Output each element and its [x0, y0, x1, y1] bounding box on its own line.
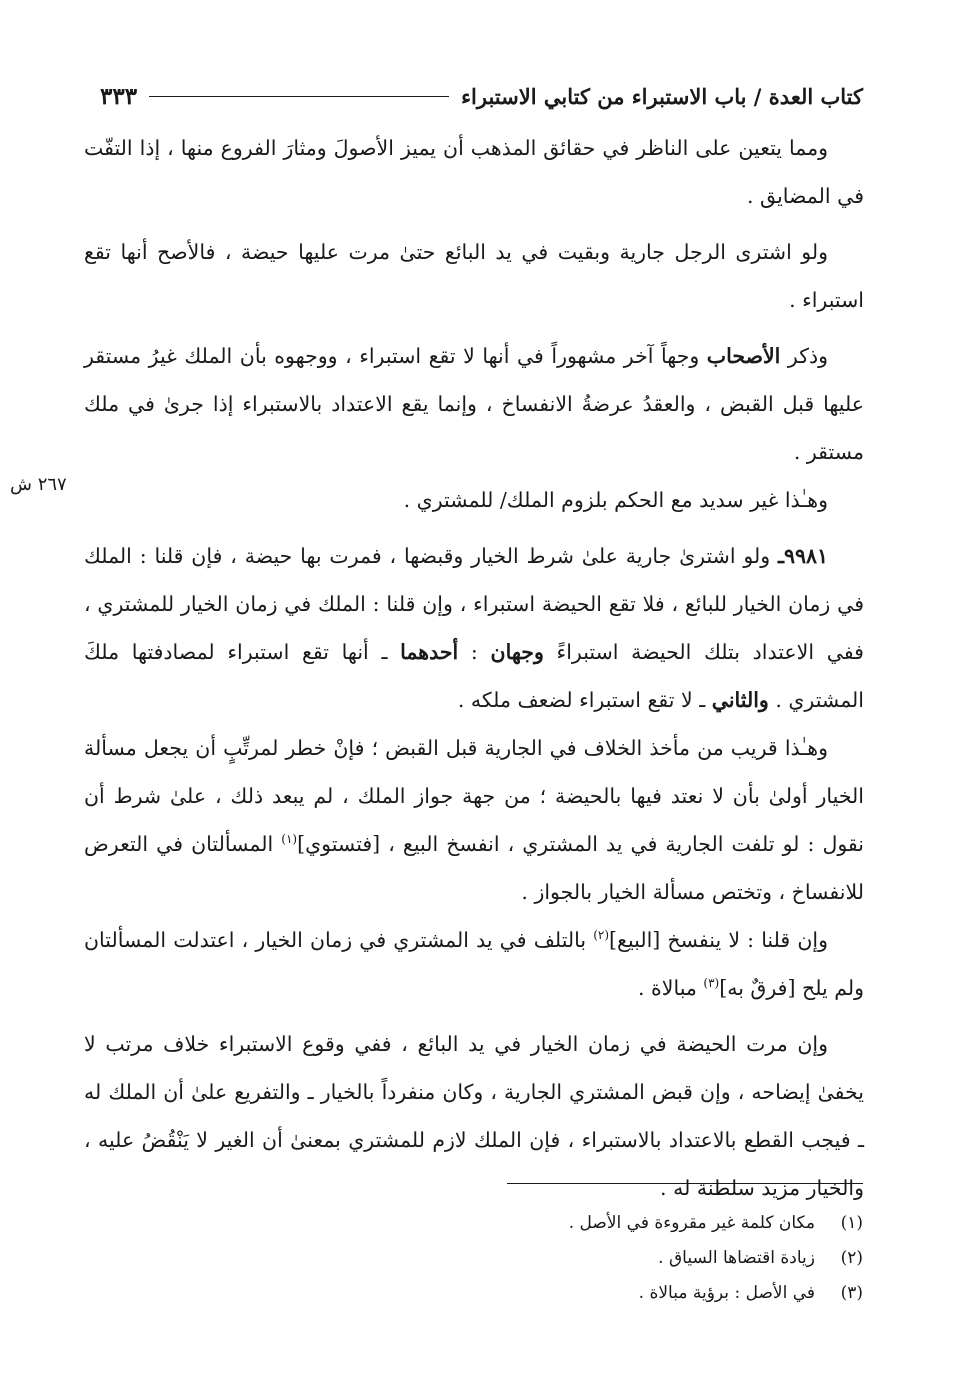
footnote-ref-2: (٢) — [593, 928, 610, 943]
paragraph-4: وهـٰذا غير سديد مع الحكم بلزوم الملك/ للمشتري . — [403, 488, 828, 512]
footnote-number: (٢) — [840, 1248, 863, 1268]
margin-page-reference: ٢٦٧ ش — [10, 474, 67, 495]
running-header — [100, 74, 863, 118]
page-number: ٣٣٣ — [100, 82, 138, 110]
paragraph-5-text-e: ـ أنها تقع استبراء لمصادفتها ملكَ المشتري . — [84, 640, 864, 712]
paragraph-7-text-b: بالتلف في يد المشتري في زمان الخيار ، اعتدلت المسألتان ولم يلح [فرقٌ به] — [84, 928, 864, 1000]
footnote-number: (٣) — [840, 1283, 863, 1303]
paragraph-5 — [84, 532, 864, 724]
issue-number: ٩٩٨١ـ — [777, 544, 828, 568]
paragraph-5-text-a: ولو اشترىٰ جارية علىٰ شرط الخيار وقبضها ، فمرت بها حيضة ، فإن قلنا : الملك في زمان الخيار للبائع ، فلا تقع الحيضة استبراء ، وإن قلنا : الملك في زمان الخيار للمشتري ، ففي الاعتداد بتلك الحيضة استبراءً — [84, 544, 864, 664]
paragraph-5-bold-b: وجهان — [490, 640, 544, 664]
paragraph-7-text-a: وإن قلنا : لا ينفسخ [البيع] — [609, 928, 828, 952]
paragraph-3-text-a: وذكر — [780, 344, 828, 368]
paragraph-5-bold-f: والثاني — [711, 688, 769, 712]
paragraph-8: وإن مرت الحيضة في زمان الخيار في يد البائع ، ففي وقوع الاستبراء خلاف مرتب لا يخفىٰ إيضاحه ، وإن قبض المشتري الجارية ، وكان منفرداً بالخيار ـ والتفريع علىٰ أن الملك له ـ فيجب القطع بالاعتداد بالاستبراء ، فإن الملك لازم للمشتري بمعنىٰ أن الغير لا يَنْقُضُ عليه ، والخيار مزيد سلطنة له . — [84, 1032, 864, 1200]
footnote-ref-1: (١) — [281, 832, 298, 847]
paragraph-3-text-c: وجهاً آخر مشهوراً في أنها لا تقع استبراء ، ووجهوه بأن الملك غيرُ مستقر عليها قبل القبض ، والعقدُ عرضةُ الانفساخ ، وإنما يقع الاعتداد بالاستبراء إذا جرىٰ في ملك مستقر . — [84, 344, 864, 464]
body-text — [84, 124, 864, 1212]
footnote-text: زيادة اقتضاها السياق . — [658, 1248, 815, 1268]
paragraph-5-text-g: ـ لا تقع استبراء لضعف ملكه . — [457, 688, 712, 712]
paragraph-5-bold-d: أحدهما — [400, 640, 459, 664]
paragraph-3 — [84, 332, 864, 476]
footnote-item — [300, 1241, 863, 1276]
header-rule — [149, 96, 449, 97]
footnote-item — [300, 1206, 863, 1241]
paragraph-5-text-c: : — [458, 640, 491, 664]
paragraph-3-bold-term: الأصحاب — [706, 344, 781, 368]
footnote-separator — [507, 1183, 863, 1184]
footnote-item — [300, 1276, 863, 1311]
paragraph-7-text-c: مبالاة . — [637, 976, 704, 1000]
footnote-number: (١) — [840, 1213, 863, 1233]
footnotes — [300, 1206, 863, 1311]
chapter-title: كتاب العدة / باب الاستبراء من كتابي الاستبراء — [461, 83, 863, 109]
footnote-text: مكان كلمة غير مقروءة في الأصل . — [568, 1213, 815, 1233]
paragraph-7 — [84, 916, 864, 1012]
footnote-ref-3: (٣) — [703, 976, 720, 991]
paragraph-1: ومما يتعين على الناظر في حقائق المذهب أن يميز الأصولَ ومثارَ الفروع منها ، إذا التفّت في المضايق . — [84, 136, 864, 208]
footnote-text: في الأصل : برؤية مبالاة . — [638, 1283, 815, 1303]
paragraph-6-text-b: المسألتان في التعرض للانفساخ ، وتختص مسألة الخيار بالجواز . — [84, 832, 864, 904]
paragraph-6 — [84, 724, 864, 916]
paragraph-6-text-a: وهـٰذا قريب من مأخذ الخلاف في الجارية قبل القبض ؛ فإنْ خطر لمرتِّبٍ أن يجعل مسألة الخيار أولىٰ بأن لا نعتد فيها بالحيضة ؛ من جهة جواز الملك ، لم يبعد ذلك ، علىٰ شرط أن نقول : لو تلفت الجارية في يد المشتري ، انفسخ البيع ، [فتستوي] — [84, 736, 865, 856]
paragraph-2: ولو اشترى الرجل جارية وبقيت في يد البائع حتىٰ مرت عليها حيضة ، فالأصح أنها تقع استبراء . — [84, 240, 864, 312]
